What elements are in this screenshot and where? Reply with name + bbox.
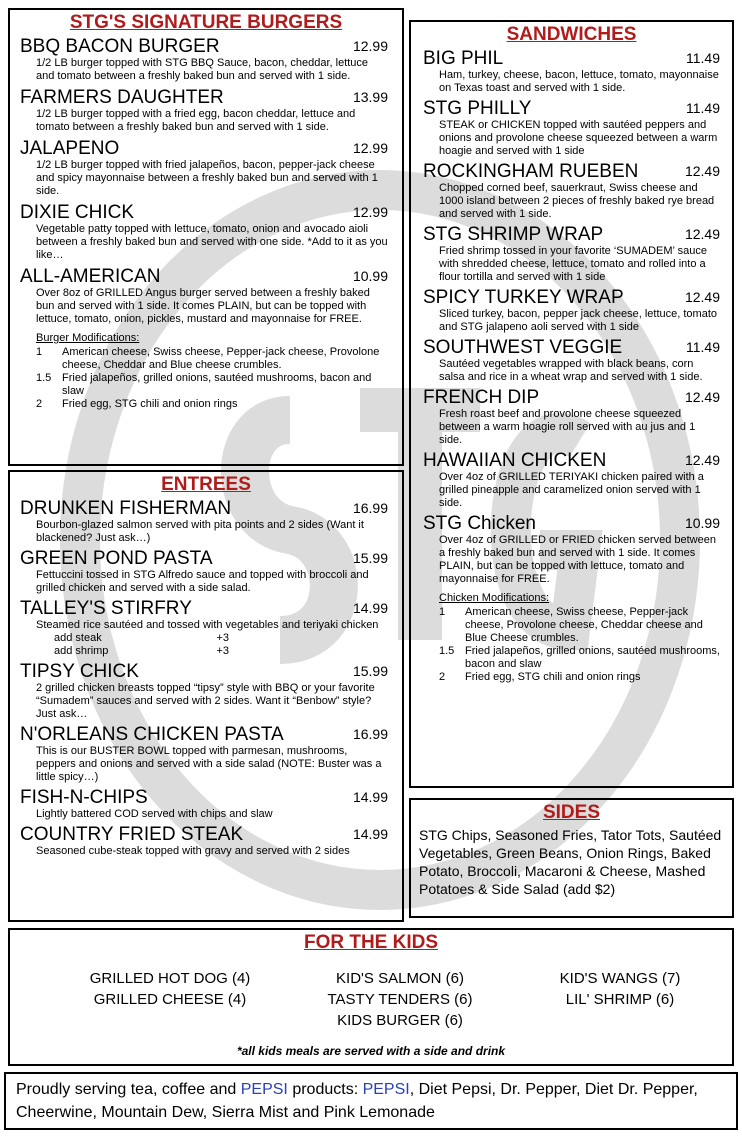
menu-item-price: 14.99 — [352, 789, 388, 805]
menu-item-price: 10.99 — [352, 268, 388, 284]
menu-item — [20, 598, 388, 658]
menu-item-description: Fried shrimp tossed in your favorite ‘SUMADEM’ sauce with shredded cheese, lettuce, tomato and rolled into a flour tortilla and served with 1 side — [439, 245, 707, 283]
sides-section — [409, 798, 734, 918]
menu-item-description: 1/2 LB burger topped with fried jalapeños, bacon, pepper-jack cheese and spicy mayonnaise between a freshly baked bun and served with 1 side. — [36, 159, 378, 197]
modification-tier: 1.5 — [439, 645, 455, 657]
menu-item-description: Sautéed vegetables wrapped with black beans, corn salsa and rice in a wheat wrap and served with 1 side. — [439, 358, 703, 383]
modification-tier: 1.5 — [36, 372, 52, 384]
menu-item-description: Sliced turkey, bacon, pepper jack cheese, lettuce, tomato and STG jalapeno aoli served with 1 side — [439, 308, 718, 333]
menu-item-description: 1/2 LB burger topped with STG BBQ Sauce, bacon, cheddar, lettuce and tomato between a freshly baked bun and served with 1 side. — [36, 57, 369, 82]
menu-item-price: 16.99 — [352, 500, 388, 516]
menu-item-name: STG PHILLY — [423, 98, 532, 119]
drinks-text-3: , Diet Pepsi, Dr. Pepper, Diet Dr. Pepper, Cheerwine, Mountain Dew, Sierra Mist and Pink Lemonade — [16, 1081, 698, 1121]
menu-item-name: TALLEY'S STIRFRY — [20, 598, 192, 619]
drinks-banner — [4, 1072, 738, 1130]
kids-note: *all kids meals are served with a side and drink — [236, 1044, 506, 1058]
menu-item-price: 15.99 — [352, 550, 388, 566]
modification-text: Fried egg, STG chili and onion rings — [62, 398, 238, 410]
menu-item-name: DIXIE CHICK — [20, 202, 135, 223]
menu-item — [20, 724, 388, 784]
menu-item-price: 12.99 — [352, 38, 388, 54]
menu-item-name: FISH-N-CHIPS — [20, 787, 148, 808]
modification-row — [36, 398, 388, 411]
menu-item-price: 11.49 — [686, 339, 720, 355]
section-title-entrees: ENTREES — [161, 474, 251, 495]
menu-item-description: Seasoned cube-steak topped with gravy and served with 2 sides — [36, 845, 350, 857]
modifications-title: Chicken Modifications: — [439, 592, 550, 604]
menu-item-price: 12.49 — [684, 289, 720, 305]
menu-item-price: 12.49 — [684, 452, 720, 468]
menu-item — [423, 287, 720, 334]
menu-item — [20, 824, 388, 858]
menu-item — [20, 202, 388, 262]
menu-item-name: GREEN POND PASTA — [20, 548, 213, 569]
menu-item-name: TIPSY CHICK — [20, 661, 139, 682]
drinks-text-1: Proudly serving tea, coffee and — [16, 1081, 241, 1098]
menu-item-name: ALL-AMERICAN — [20, 266, 161, 287]
menu-item-description: Fresh roast beef and provolone cheese squeezed between a warm hoagie roll served with au jus and 1 side. — [439, 408, 696, 446]
menu-item-description: Over 4oz of GRILLED TERIYAKI chicken paired with a grilled pineapple and caramelized onion served with 1 side. — [439, 471, 704, 509]
modification-text: American cheese, Swiss cheese, Pepper-jack cheese, Provolone cheese, Cheddar cheese and Blue Cheese crumbles. — [465, 606, 703, 644]
menu-item-price: 12.49 — [684, 389, 720, 405]
modification-tier: 1 — [36, 346, 43, 358]
kids-column-3 — [500, 968, 740, 1010]
menu-item-price: 12.99 — [352, 140, 388, 156]
modification-text: Fried jalapeños, grilled onions, sautéed mushrooms, bacon and slaw — [62, 372, 372, 397]
sides-list: STG Chips, Seasoned Fries, Tator Tots, Sautéed Vegetables, Green Beans, Onion Rings, Baked Potato, Broccoli, Macaroni & Cheese, Mashed Potatoes & Side Salad (add $2) — [419, 827, 722, 897]
section-title-sandwiches: SANDWICHES — [506, 24, 637, 45]
menu-item — [20, 36, 388, 83]
menu-item — [20, 661, 388, 721]
section-title-burgers: STG'S SIGNATURE BURGERS — [69, 12, 343, 33]
menu-item — [423, 513, 720, 586]
menu-item-description: Bourbon-glazed salmon served with pita points and 2 sides (Want it blackened? Just ask…) — [36, 519, 364, 544]
menu-item — [423, 98, 720, 158]
menu-item-price: 10.99 — [684, 515, 720, 531]
add-on-option — [20, 645, 229, 658]
menu-item — [20, 138, 388, 198]
menu-item-name: DRUNKEN FISHERMAN — [20, 498, 232, 519]
menu-item-name: JALAPENO — [20, 138, 120, 159]
kids-item: GRILLED CHEESE (4) — [93, 991, 247, 1008]
menu-item-name: COUNTRY FRIED STEAK — [20, 824, 244, 845]
menu-item — [423, 387, 720, 447]
kids-item: KID'S WANGS (7) — [559, 970, 681, 987]
menu-item — [20, 498, 388, 545]
modifications-title: Burger Modifications: — [36, 332, 140, 344]
menu-item — [423, 337, 720, 384]
entrees-section — [8, 470, 404, 922]
kids-section — [8, 928, 734, 1066]
add-on-price: +3 — [216, 632, 229, 644]
menu-item — [423, 224, 720, 284]
menu-item — [20, 787, 388, 821]
menu-item-name: STG Chicken — [423, 513, 536, 534]
menu-item-price: 12.49 — [684, 163, 720, 179]
modification-tier: 2 — [36, 398, 43, 410]
menu-item-description: Over 4oz of GRILLED or FRIED chicken served between a freshly baked bun and served with 1 side. It comes PLAIN, but can be topped with lettuce, tomato and mayonnaise for FREE. — [439, 534, 716, 585]
modifications-list — [423, 592, 720, 684]
modifications-list — [20, 332, 388, 411]
menu-item-description: Lightly battered COD served with chips and slaw — [36, 808, 273, 820]
modification-row — [36, 346, 388, 372]
menu-item-description: Over 8oz of GRILLED Angus burger served between a freshly baked bun and served with 1 side. It comes PLAIN, but can be topped with lettuce, tomato, onion, pickles, mustard and mayonnaise for FREE. — [36, 287, 370, 325]
sandwiches-section — [409, 20, 734, 788]
section-title-kids: FOR THE KIDS — [303, 932, 439, 953]
menu-item-name: N'ORLEANS CHICKEN PASTA — [20, 724, 284, 745]
menu-item-description: 1/2 LB burger topped with a fried egg, bacon cheddar, lettuce and tomato between a freshly baked bun and served with 1 side. — [36, 108, 356, 133]
kids-item: KIDS BURGER (6) — [337, 1012, 463, 1029]
modification-row — [439, 645, 720, 671]
kids-item: LIL' SHRIMP (6) — [565, 991, 675, 1008]
drinks-text-2: products: — [287, 1081, 363, 1098]
menu-item-name: BBQ BACON BURGER — [20, 36, 220, 57]
menu-item-description: Ham, turkey, cheese, bacon, lettuce, tomato, mayonnaise on Texas toast and served with 1 side. — [439, 69, 719, 94]
menu-item-price: 14.99 — [352, 826, 388, 842]
modification-row — [439, 606, 720, 645]
menu-item-price: 12.49 — [684, 226, 720, 242]
menu-item-description: 2 grilled chicken breasts topped “tipsy” style with BBQ or your favorite “Sumadem” sauces and served with 2 sides. Want it “Benbow” style? Just ask… — [36, 682, 375, 720]
menu-item-price: 14.99 — [352, 600, 388, 616]
pepsi-brand: PEPSI — [240, 1081, 288, 1098]
pepsi-brand: PEPSI — [362, 1081, 410, 1098]
kids-item: KID'S SALMON (6) — [336, 970, 464, 987]
menu-item-price: 12.99 — [352, 204, 388, 220]
menu-item-name: SPICY TURKEY WRAP — [423, 287, 624, 308]
add-on-price: +3 — [216, 645, 229, 657]
menu-item-description: STEAK or CHICKEN topped with sautéed peppers and onions and provolone cheese squeezed between a warm hoagie and served with 1 side — [439, 119, 718, 157]
menu-item-description: Vegetable patty topped with lettuce, tomato, onion and avocado aioli between a freshly baked bun and served with one side. *Add to it as you like… — [36, 223, 388, 261]
burgers-section — [8, 8, 404, 466]
menu-item-price: 11.49 — [686, 100, 720, 116]
modification-tier: 2 — [439, 671, 446, 683]
modification-tier: 1 — [439, 606, 446, 618]
menu-item-description: This is our BUSTER BOWL topped with parmesan, mushrooms, peppers and onions and served with a side salad (NOTE: Buster was a little spicy…) — [36, 745, 382, 783]
menu-item-name: ROCKINGHAM RUEBEN — [423, 161, 639, 182]
menu-item-price: 16.99 — [352, 726, 388, 742]
modification-text: Fried jalapeños, grilled onions, sautéed mushrooms, bacon and slaw — [465, 645, 720, 670]
section-title-sides: SIDES — [542, 802, 601, 823]
menu-item-name: FARMERS DAUGHTER — [20, 87, 224, 108]
menu-item-name: FRENCH DIP — [423, 387, 540, 408]
kids-item: TASTY TENDERS (6) — [327, 991, 473, 1008]
menu-item-name: SOUTHWEST VEGGIE — [423, 337, 623, 358]
menu-item — [423, 161, 720, 221]
add-on-label: add steak — [54, 632, 102, 644]
kids-column-1 — [50, 968, 290, 1010]
menu-item-name: BIG PHIL — [423, 48, 504, 69]
menu-item-description: Steamed rice sautéed and tossed with vegetables and teriyaki chicken — [36, 619, 379, 631]
modification-text: Fried egg, STG chili and onion rings — [465, 671, 641, 683]
modification-row — [36, 372, 388, 398]
menu-item-description: Fettuccini tossed in STG Alfredo sauce and topped with broccoli and grilled chicken and served with a side salad. — [36, 569, 369, 594]
menu-item-price: 13.99 — [352, 89, 388, 105]
menu-item-name: HAWAIIAN CHICKEN — [423, 450, 607, 471]
menu-item-description: Chopped corned beef, sauerkraut, Swiss cheese and 1000 island between 2 pieces of freshly baked rye bread and served with 1 side. — [439, 182, 715, 220]
menu-item-price: 11.49 — [686, 50, 720, 66]
kids-item: GRILLED HOT DOG (4) — [89, 970, 251, 987]
menu-item-price: 15.99 — [352, 663, 388, 679]
kids-column-2 — [280, 968, 520, 1031]
add-on-label: add shrimp — [54, 645, 109, 657]
menu-item — [423, 48, 720, 95]
menu-item — [423, 450, 720, 510]
menu-item — [20, 266, 388, 326]
menu-item — [20, 548, 388, 595]
add-on-option — [20, 632, 229, 645]
modification-text: American cheese, Swiss cheese, Pepper-jack cheese, Provolone cheese, Cheddar and Blue cheese crumbles. — [62, 346, 380, 371]
menu-item — [20, 87, 388, 134]
menu-item-name: STG SHRIMP WRAP — [423, 224, 604, 245]
modification-row — [439, 671, 720, 684]
